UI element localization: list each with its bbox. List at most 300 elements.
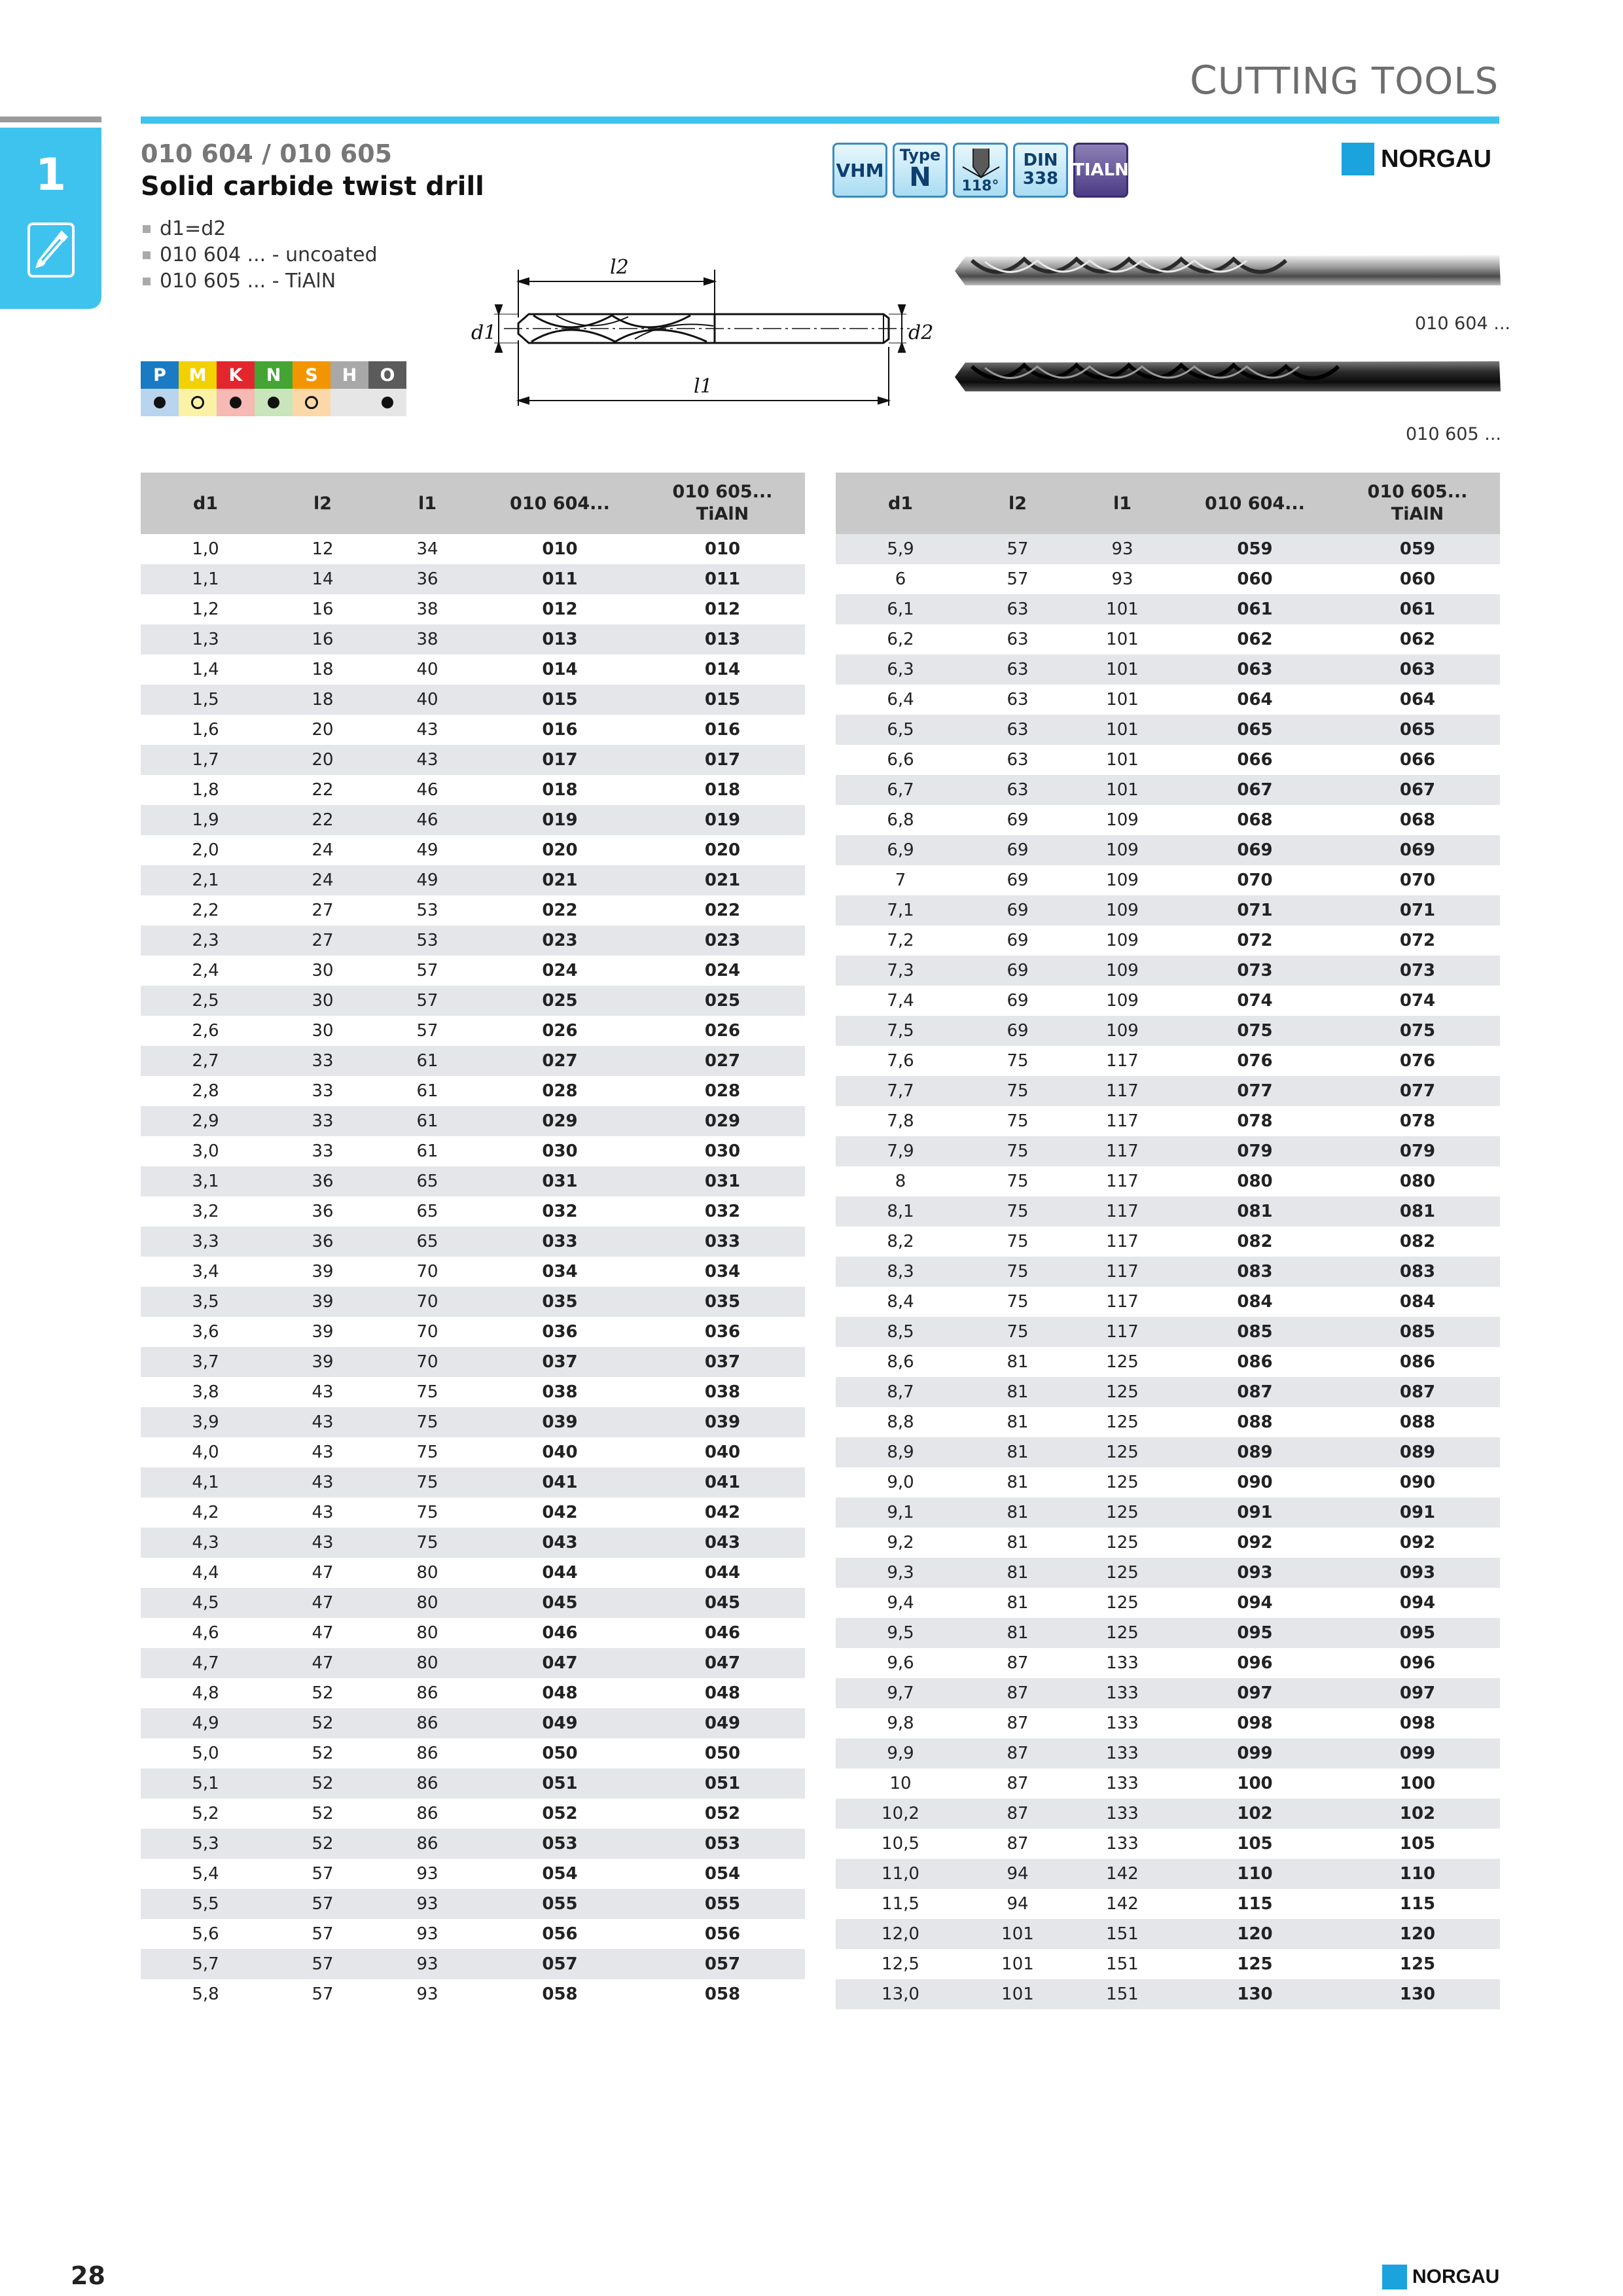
- table-row: [836, 1498, 1500, 1528]
- filled-circle-icon: [230, 397, 241, 408]
- cell-d1: 8,3: [836, 1257, 965, 1287]
- cell-d1: 5,7: [141, 1949, 270, 1979]
- cell-l2: 63: [965, 745, 1070, 775]
- vhm-badge: [832, 143, 887, 198]
- table-row: [836, 1949, 1500, 1979]
- table-row: [141, 1106, 805, 1136]
- cell-d1: 3,4: [141, 1257, 270, 1287]
- table-row: [141, 1949, 805, 1979]
- cell-l2: 101: [965, 1919, 1070, 1949]
- cell-d1: 9,8: [836, 1708, 965, 1738]
- table-row: [141, 1046, 805, 1076]
- footer-brand-logo: [1382, 2265, 1499, 2289]
- cell-order-010605: 015: [640, 685, 805, 715]
- dimension-table-left: [141, 473, 805, 2009]
- cell-l1: 117: [1070, 1287, 1175, 1317]
- cell-l1: 75: [375, 1407, 480, 1437]
- cell-d1: 3,2: [141, 1196, 270, 1227]
- feature-item: [143, 268, 378, 295]
- cell-l1: 75: [375, 1498, 480, 1528]
- cell-order-010605: 051: [640, 1768, 805, 1799]
- table-row: [836, 986, 1500, 1016]
- din-badge: [1013, 143, 1068, 198]
- cell-l2: 75: [965, 1046, 1070, 1076]
- col-header-l1: l1: [1070, 473, 1175, 534]
- cell-order-010605: 057: [640, 1949, 805, 1979]
- cell-order-010604: 102: [1175, 1799, 1335, 1829]
- open-circle-icon: [305, 396, 318, 409]
- cell-order-010605: 115: [1335, 1889, 1500, 1919]
- cell-order-010604: 061: [1175, 594, 1335, 624]
- cell-order-010604: 030: [480, 1136, 640, 1166]
- cell-order-010604: 079: [1175, 1136, 1335, 1166]
- cell-d1: 1,1: [141, 564, 270, 594]
- cell-d1: 4,6: [141, 1618, 270, 1648]
- cell-order-010604: 130: [1175, 1979, 1335, 2009]
- cell-d1: 9,2: [836, 1528, 965, 1558]
- table-row: [836, 745, 1500, 775]
- cell-order-010605: 063: [1335, 655, 1500, 685]
- cell-l1: 93: [1070, 564, 1175, 594]
- material-group-s: S: [293, 361, 330, 389]
- cell-order-010604: 099: [1175, 1738, 1335, 1768]
- din-value: 338: [1022, 169, 1059, 188]
- table-row: [836, 1377, 1500, 1407]
- cell-l1: 86: [375, 1829, 480, 1859]
- cell-order-010605: 096: [1335, 1648, 1500, 1678]
- cell-order-010604: 041: [480, 1467, 640, 1498]
- cell-d1: 5,5: [141, 1889, 270, 1919]
- cell-l1: 142: [1070, 1859, 1175, 1889]
- cell-l1: 133: [1070, 1738, 1175, 1768]
- material-group-k: K: [217, 361, 255, 389]
- cell-order-010605: 090: [1335, 1467, 1500, 1498]
- table-row: [836, 805, 1500, 835]
- cell-order-010604: 045: [480, 1588, 640, 1618]
- cell-order-010605: 048: [640, 1678, 805, 1708]
- cell-d1: 5,4: [141, 1859, 270, 1889]
- cell-l1: 117: [1070, 1317, 1175, 1347]
- cell-order-010605: 049: [640, 1708, 805, 1738]
- brand-square-icon: [1382, 2265, 1407, 2289]
- table-row: [836, 1588, 1500, 1618]
- feature-item: [143, 216, 378, 242]
- table-row: [836, 1016, 1500, 1046]
- cell-order-010605: 027: [640, 1046, 805, 1076]
- bullet-icon: [143, 251, 151, 259]
- cell-l2: 63: [965, 594, 1070, 624]
- cell-d1: 4,4: [141, 1558, 270, 1588]
- cell-l2: 81: [965, 1467, 1070, 1498]
- table-row: [141, 1738, 805, 1768]
- cell-order-010604: 110: [1175, 1859, 1335, 1889]
- cell-l2: 75: [965, 1136, 1070, 1166]
- table-row: [141, 1979, 805, 2009]
- cell-l2: 87: [965, 1799, 1070, 1829]
- cell-l2: 81: [965, 1558, 1070, 1588]
- cell-order-010604: 065: [1175, 715, 1335, 745]
- cell-d1: 1,9: [141, 805, 270, 835]
- table-row: [141, 1528, 805, 1558]
- cell-l1: 133: [1070, 1708, 1175, 1738]
- material-group-m: M: [179, 361, 217, 389]
- cell-l2: 101: [965, 1949, 1070, 1979]
- table-row: [141, 1498, 805, 1528]
- cell-order-010604: 015: [480, 685, 640, 715]
- cell-l2: 33: [270, 1076, 375, 1106]
- cell-l2: 52: [270, 1678, 375, 1708]
- cell-d1: 3,6: [141, 1317, 270, 1347]
- cell-d1: 3,1: [141, 1166, 270, 1196]
- type-value: N: [909, 162, 931, 192]
- product-title: Solid carbide twist drill: [141, 171, 484, 202]
- cell-order-010604: 067: [1175, 775, 1335, 805]
- cell-order-010605: 025: [640, 986, 805, 1016]
- table-row: [141, 1708, 805, 1738]
- cell-order-010604: 057: [480, 1949, 640, 1979]
- cell-order-010605: 044: [640, 1558, 805, 1588]
- cell-l1: 57: [375, 986, 480, 1016]
- cell-order-010604: 010: [480, 534, 640, 564]
- cell-l1: 117: [1070, 1046, 1175, 1076]
- cell-order-010604: 072: [1175, 925, 1335, 956]
- footer-brand-name: NORGAU: [1412, 2266, 1500, 2287]
- table-row: [836, 1708, 1500, 1738]
- table-row: [141, 1678, 805, 1708]
- cell-d1: 8,9: [836, 1437, 965, 1467]
- cell-l1: 46: [375, 805, 480, 835]
- cell-l2: 81: [965, 1498, 1070, 1528]
- cell-l1: 86: [375, 1708, 480, 1738]
- cell-l1: 125: [1070, 1588, 1175, 1618]
- table-row: [141, 715, 805, 745]
- cell-l1: 151: [1070, 1949, 1175, 1979]
- cell-l1: 125: [1070, 1377, 1175, 1407]
- cell-order-010604: 087: [1175, 1377, 1335, 1407]
- cell-l1: 93: [375, 1949, 480, 1979]
- table-row: [836, 1437, 1500, 1467]
- table-row: [836, 1106, 1500, 1136]
- cell-d1: 9,9: [836, 1738, 965, 1768]
- cell-d1: 13,0: [836, 1979, 965, 2009]
- cell-order-010605: 081: [1335, 1196, 1500, 1227]
- cell-order-010605: 042: [640, 1498, 805, 1528]
- cell-order-010604: 059: [1175, 534, 1335, 564]
- cell-l2: 30: [270, 956, 375, 986]
- cell-order-010605: 089: [1335, 1437, 1500, 1467]
- cell-order-010604: 051: [480, 1768, 640, 1799]
- cell-order-010604: 074: [1175, 986, 1335, 1016]
- cell-order-010605: 017: [640, 745, 805, 775]
- cell-order-010605: 037: [640, 1347, 805, 1377]
- bullet-icon: [143, 225, 151, 233]
- feature-item: [143, 242, 378, 268]
- table-row: [836, 895, 1500, 925]
- cell-d1: 11,0: [836, 1859, 965, 1889]
- cell-l2: 20: [270, 715, 375, 745]
- table-row: [141, 1166, 805, 1196]
- cell-order-010604: 022: [480, 895, 640, 925]
- table-row: [836, 1076, 1500, 1106]
- cell-d1: 6,2: [836, 624, 965, 655]
- cell-order-010604: 076: [1175, 1046, 1335, 1076]
- filled-circle-icon: [382, 397, 393, 408]
- cell-order-010604: 125: [1175, 1949, 1335, 1979]
- cell-d1: 7,7: [836, 1076, 965, 1106]
- product-code-title: 010 604 / 010 605: [141, 139, 393, 168]
- material-suitability-s: [293, 389, 330, 416]
- cell-order-010604: 090: [1175, 1467, 1335, 1498]
- cell-order-010605: 052: [640, 1799, 805, 1829]
- cell-order-010605: 035: [640, 1287, 805, 1317]
- cell-l1: 36: [375, 564, 480, 594]
- col-header-d1: d1: [836, 473, 965, 534]
- cell-d1: 3,0: [141, 1136, 270, 1166]
- table-row: [141, 1317, 805, 1347]
- cell-order-010604: 029: [480, 1106, 640, 1136]
- cell-l1: 109: [1070, 956, 1175, 986]
- cell-l2: 22: [270, 775, 375, 805]
- cell-l2: 36: [270, 1196, 375, 1227]
- table-row: [836, 534, 1500, 564]
- cell-l2: 87: [965, 1678, 1070, 1708]
- cell-order-010604: 031: [480, 1166, 640, 1196]
- cell-l1: 101: [1070, 745, 1175, 775]
- table-row: [141, 1016, 805, 1046]
- cell-l2: 47: [270, 1618, 375, 1648]
- cell-l1: 49: [375, 865, 480, 895]
- cell-l2: 87: [965, 1768, 1070, 1799]
- cell-l2: 63: [965, 775, 1070, 805]
- cell-d1: 8,7: [836, 1377, 965, 1407]
- material-group-o: O: [368, 361, 406, 389]
- cell-l1: 117: [1070, 1227, 1175, 1257]
- table-row: [836, 1768, 1500, 1799]
- material-group-n: N: [255, 361, 293, 389]
- cell-order-010605: 073: [1335, 956, 1500, 986]
- chapter-rule: [0, 117, 101, 122]
- cell-order-010604: 082: [1175, 1227, 1335, 1257]
- cell-l1: 70: [375, 1257, 480, 1287]
- cell-l1: 133: [1070, 1799, 1175, 1829]
- cell-order-010604: 075: [1175, 1016, 1335, 1046]
- cell-order-010605: 091: [1335, 1498, 1500, 1528]
- cell-l2: 69: [965, 925, 1070, 956]
- cell-order-010604: 068: [1175, 805, 1335, 835]
- cell-order-010605: 077: [1335, 1076, 1500, 1106]
- table-row: [836, 1889, 1500, 1919]
- cell-l1: 101: [1070, 775, 1175, 805]
- brand-name: NORGAU: [1381, 145, 1491, 173]
- table-row: [836, 1227, 1500, 1257]
- cell-order-010604: 056: [480, 1919, 640, 1949]
- table-row: [836, 1618, 1500, 1648]
- cell-d1: 11,5: [836, 1889, 965, 1919]
- table-row: [141, 956, 805, 986]
- cell-l1: 86: [375, 1768, 480, 1799]
- col-header-010604: 010 604...: [480, 473, 640, 534]
- table-row: [141, 1467, 805, 1498]
- coating-badge: [1073, 143, 1128, 198]
- cell-order-010604: 080: [1175, 1166, 1335, 1196]
- cell-d1: 1,6: [141, 715, 270, 745]
- cell-l1: 70: [375, 1317, 480, 1347]
- cell-order-010605: 053: [640, 1829, 805, 1859]
- table-row: [836, 775, 1500, 805]
- cell-order-010605: 060: [1335, 564, 1500, 594]
- cell-order-010605: 075: [1335, 1016, 1500, 1046]
- cell-l2: 57: [270, 1859, 375, 1889]
- brand-square-icon: [1342, 143, 1374, 175]
- cell-order-010605: 047: [640, 1648, 805, 1678]
- table-row: [141, 1648, 805, 1678]
- cell-l1: 101: [1070, 655, 1175, 685]
- cell-order-010604: 053: [480, 1829, 640, 1859]
- cell-d1: 9,3: [836, 1558, 965, 1588]
- cell-l1: 93: [1070, 534, 1175, 564]
- cell-l1: 151: [1070, 1979, 1175, 2009]
- table-row: [836, 1467, 1500, 1498]
- cell-order-010604: 050: [480, 1738, 640, 1768]
- table-row: [141, 745, 805, 775]
- cell-order-010604: 085: [1175, 1317, 1335, 1347]
- cell-order-010604: 088: [1175, 1407, 1335, 1437]
- cell-d1: 6,7: [836, 775, 965, 805]
- cell-l1: 117: [1070, 1257, 1175, 1287]
- cell-order-010604: 035: [480, 1287, 640, 1317]
- cell-order-010604: 105: [1175, 1829, 1335, 1859]
- table-header-row: [141, 473, 805, 534]
- cell-d1: 5,2: [141, 1799, 270, 1829]
- cell-d1: 2,0: [141, 835, 270, 865]
- cell-l2: 43: [270, 1377, 375, 1407]
- cell-d1: 7,9: [836, 1136, 965, 1166]
- cell-l1: 53: [375, 895, 480, 925]
- table-row: [141, 805, 805, 835]
- feature-text: 010 605 ... - TiAlN: [160, 270, 336, 293]
- material-suitability-m: [179, 389, 217, 416]
- table-row: [836, 865, 1500, 895]
- cell-order-010605: 074: [1335, 986, 1500, 1016]
- table-row: [836, 685, 1500, 715]
- material-group-p: P: [141, 361, 179, 389]
- cell-l1: 40: [375, 685, 480, 715]
- cell-l1: 43: [375, 745, 480, 775]
- cell-l2: 57: [270, 1949, 375, 1979]
- cell-d1: 7,4: [836, 986, 965, 1016]
- cell-order-010605: 018: [640, 775, 805, 805]
- cell-l2: 30: [270, 1016, 375, 1046]
- cell-d1: 4,5: [141, 1588, 270, 1618]
- cell-d1: 7: [836, 865, 965, 895]
- cell-order-010604: 033: [480, 1227, 640, 1257]
- cell-order-010605: 079: [1335, 1136, 1500, 1166]
- cell-l2: 63: [965, 624, 1070, 655]
- table-row: [141, 1257, 805, 1287]
- table-row: [836, 715, 1500, 745]
- cell-order-010605: 078: [1335, 1106, 1500, 1136]
- cell-l2: 16: [270, 594, 375, 624]
- coating-label: TIALN: [1073, 160, 1129, 180]
- cell-l2: 57: [965, 564, 1070, 594]
- cell-order-010605: 076: [1335, 1046, 1500, 1076]
- cell-order-010605: 056: [640, 1919, 805, 1949]
- cell-order-010605: 092: [1335, 1528, 1500, 1558]
- cell-d1: 2,7: [141, 1046, 270, 1076]
- cell-l2: 57: [270, 1919, 375, 1949]
- col-header-l1: l1: [375, 473, 480, 534]
- material-suitability-p: [141, 389, 179, 416]
- cell-l2: 18: [270, 655, 375, 685]
- cell-order-010604: 069: [1175, 835, 1335, 865]
- cell-l2: 75: [965, 1227, 1070, 1257]
- bullet-icon: [143, 278, 151, 285]
- d2-label: d2: [908, 321, 934, 344]
- cell-l1: 80: [375, 1648, 480, 1678]
- table-row: [836, 1407, 1500, 1437]
- cell-order-010604: 042: [480, 1498, 640, 1528]
- cell-order-010604: 066: [1175, 745, 1335, 775]
- cell-order-010604: 047: [480, 1648, 640, 1678]
- cell-order-010605: 036: [640, 1317, 805, 1347]
- cell-l1: 101: [1070, 685, 1175, 715]
- material-suitability-o: [368, 389, 406, 416]
- cell-l2: 69: [965, 1016, 1070, 1046]
- cell-order-010604: 078: [1175, 1106, 1335, 1136]
- cell-d1: 7,3: [836, 956, 965, 986]
- cell-l2: 81: [965, 1437, 1070, 1467]
- cell-l1: 38: [375, 624, 480, 655]
- cell-order-010605: 084: [1335, 1287, 1500, 1317]
- cell-l1: 65: [375, 1227, 480, 1257]
- cell-order-010605: 125: [1335, 1949, 1500, 1979]
- cell-d1: 1,7: [141, 745, 270, 775]
- cell-order-010604: 017: [480, 745, 640, 775]
- cell-l1: 61: [375, 1076, 480, 1106]
- cell-l1: 93: [375, 1889, 480, 1919]
- cell-d1: 1,5: [141, 685, 270, 715]
- cell-d1: 9,6: [836, 1648, 965, 1678]
- col-header-010605: [1335, 473, 1500, 534]
- cell-d1: 2,2: [141, 895, 270, 925]
- cell-d1: 2,9: [141, 1106, 270, 1136]
- cell-order-010604: 018: [480, 775, 640, 805]
- cell-l1: 109: [1070, 895, 1175, 925]
- section-title-initial: C: [1189, 58, 1218, 103]
- cell-l1: 80: [375, 1618, 480, 1648]
- cell-order-010604: 063: [1175, 655, 1335, 685]
- cell-l2: 14: [270, 564, 375, 594]
- cell-l1: 125: [1070, 1467, 1175, 1498]
- table-row: [836, 956, 1500, 986]
- table-row: [141, 564, 805, 594]
- cell-d1: 2,1: [141, 865, 270, 895]
- cell-d1: 10,5: [836, 1829, 965, 1859]
- table-row: [141, 1076, 805, 1106]
- cell-l1: 86: [375, 1799, 480, 1829]
- table-row: [141, 1558, 805, 1588]
- feature-text: 010 604 ... - uncoated: [160, 243, 378, 266]
- cell-l2: 20: [270, 745, 375, 775]
- col-header-010605-coating: TiAlN: [1391, 504, 1444, 524]
- cell-d1: 5,8: [141, 1979, 270, 2009]
- cell-d1: 4,3: [141, 1528, 270, 1558]
- cell-d1: 7,2: [836, 925, 965, 956]
- cell-order-010605: 045: [640, 1588, 805, 1618]
- col-header-010604: 010 604...: [1175, 473, 1335, 534]
- cell-order-010604: 097: [1175, 1678, 1335, 1708]
- cell-order-010605: 082: [1335, 1227, 1500, 1257]
